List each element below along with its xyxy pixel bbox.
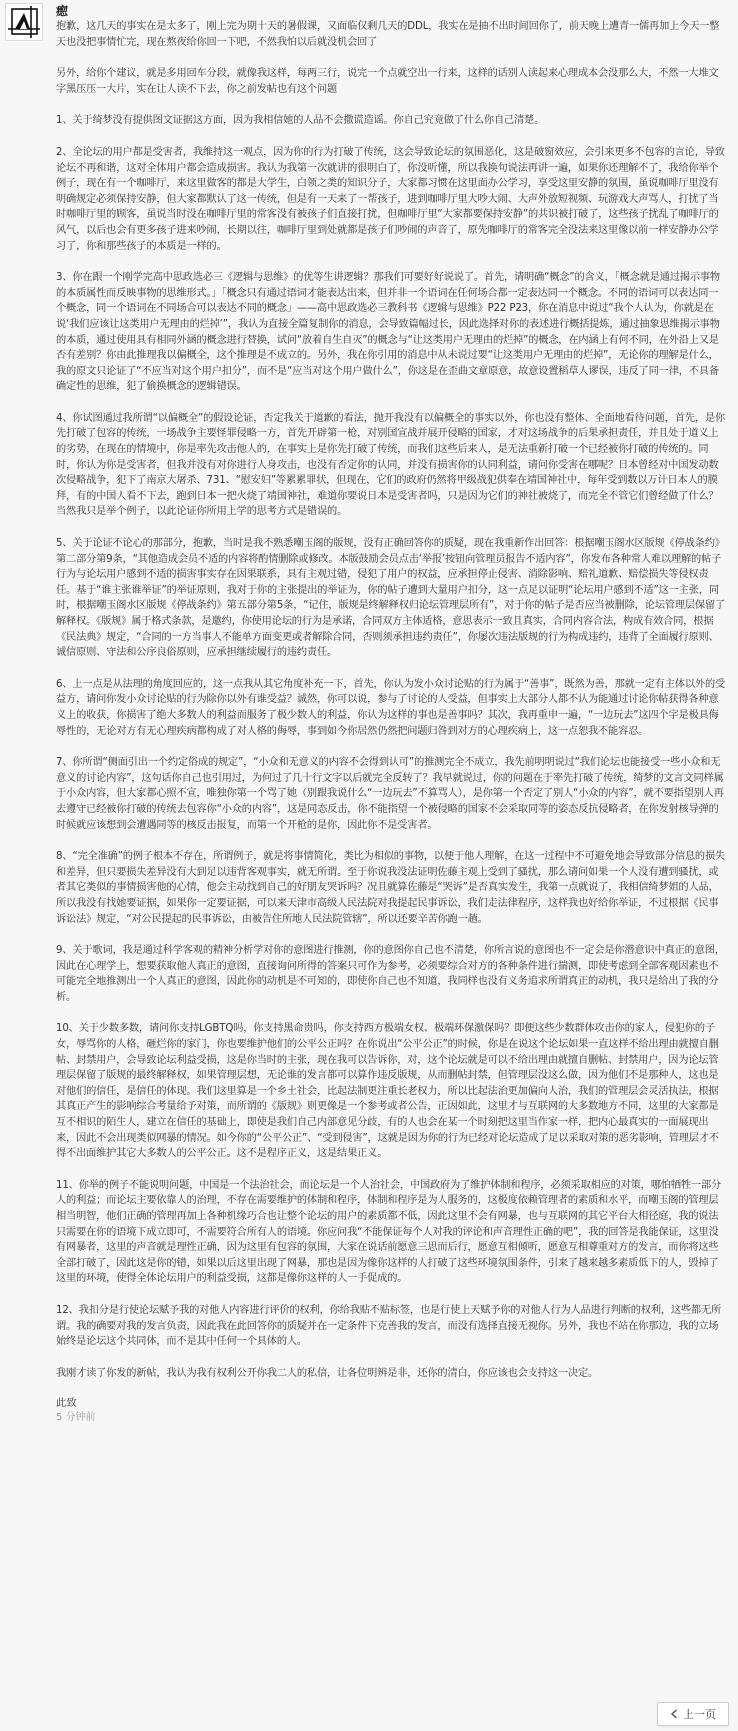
message-paragraph: 2、全论坛的用户都是受害者，我维持这一观点，因为你的行为打破了传统，这会导致论坛的氛围恶化，这是破窗效应，会引来更多不包容的言论，导致论坛不再和谐，这对全体用户都会造成损害。我认为我第一次就讲的很明白了，你没听懂，所以我换句说法再讲一遍，如果你还理解不了，我给你举个例子，现在有一个咖啡厅，来这里做客的都是大学生，白领之类的知识分子，大家都习惯在这里面办公学习，享受这里安静的氛围，虽说咖啡厅里没有明确规定必须保持安静，但大家都默认了这一传统，但是有一天来了一帮孩子，进到咖啡厅里大吵大闹、大声外放短视频、玩游戏大声骂人，打扰了当时咖啡厅里的顾客，虽说当时没在咖啡厅里的常客没有被孩子们直接打扰，但咖啡厅里“大家都要保持安静”的共识被打破了，这些孩子扰乱了咖啡厅的风气，以后也会有更多孩子进来吵闹，长期以往，咖啡厅里到处就都是孩子们吵闹的声音了，原先咖啡厅的常客完全没法来这里像以前一样安静办公学习了，你和那些孩子的本质是一样的。 bbox=[56, 146, 725, 252]
username[interactable]: 瘛 bbox=[56, 4, 69, 18]
message-paragraph: 9、关于歌词，我是通过科学客观的精神分析学对你的意图进行推测，你的意图你自己也不清楚，你所言说的意图也不一定会是你潜意识中真正的意图，因此在心理学上，想要获取他人真正的意图，直接询问所得的答案只可作为参考，必须要综合对方的各种条件进行揣测，即使考虑到全部客观因素也不可能完全地推测出一个人真正的意图，因此你的动机是不可知的，即使你自己也不知道，我同样也没有义务追求所谓真正的动机，我只是给出了我的分析。 bbox=[56, 945, 725, 1003]
message-paragraph: 7、你所谓“侧面引出一个约定俗成的规定”，“小众和无意义的内容不会得到认可”的推测完全不成立，我先前明明说过“我们论坛也能接受一些小众和无意义的讨论内容”，这句话你自己也引用过，为何过了几十行文字以后就完全反转了？我早就说过，你的问题在于率先打破了传统，绮梦的文言文同样属于小众内容，但大家都心照不宣，唯独你第一个骂了她（别跟我说什么“一边玩去”不算骂人），是你第一个否定了别人“小众的内容”，就不要指望别人再去遵守已经被你打破的传统去包容你“小众的内容”，这是同态反击，你不能指望一个被侵略的国家不会采取同等的姿态反抗侵略者，在你发射核导弹的时候就应该想到会遭遇同等的核反击报复，而第一个开枪的是你，因此你不是受害者。 bbox=[56, 757, 724, 831]
message-paragraph: 10、关于少数多数，请问你支持LGBTQ吗，你支持黑命贵吗，你支持西方极端女权、极端环保激保吗？即便这些少数群体攻击你的家人，侵犯你的子女，辱骂你的人格，砸烂你的家门，你也要维护他们的公平公正吗？在你说出“公平公正”的时候，你是在说这个论坛如果一直这样不给出理由就擅自删帖、封禁用户，会导致论坛利益受损，这是你当时的主张，现在我可以告诉你，对，这个论坛就是可以不给出理由就擅自删帖、封禁用户，因为论坛管理层保留了版规的最终解释权，如果管理层想，无论谁的发言都可以算作违反版规，从而删帖封禁，但管理层没这么做，因为他们不是那种人，这也是对他们的信任，是信任的体现。我们这里算是一个乡土社会，比起法制更注重长老权力，所以比起法治更加偏向人治，我们的管理层会灵活执法，根据其真正产生的影响综合考量给予对策，而所谓的《版规》则更像是一个参考或者公告，正因如此，这里才与互联网的大多数地方不同，这里的大家都是互不相识的陌生人，建立在信任的基础上，即使是我们自己内部意见分歧，有的人也会在某一个时刻把这里当作家一样，把内心最真实的一面展现出来，因此不会出现类似网暴的情况。如今你的“公平公正”、“受到侵害”，这就是因为你的行为已经对论坛造成了足以采取对策的恶劣影响，管理层才不得不出面维护其它大多数人的公平公正。这不是程序正义，这是结果正义。 bbox=[56, 1023, 719, 1160]
prev-page-button[interactable] bbox=[657, 1702, 729, 1726]
message-paragraph: 6、上一点是从法理的角度回应的，这一点我从其它角度补充一下，首先，你认为发小众讨论贴的行为属于“善事”，既然为善，那就一定有主体以外的受益方，请问你发小众讨论贴的行为除你以外有谁受益？诚然，你可以说，参与了讨论的人受益，但事实上大部分人都不认为能通过讨论你帖获得各种意义上的收获，你损害了绝大多数人的利益而服务了极少数人的利益，你认为这样的事也是善事吗？其次，我再重申一遍，“一边玩去”这四个字是极具侮辱性的，无论对方有无心理疾病都构成了对人格的侮辱，事到如今你居然仍然把问题归咎到对方的心理疾病上，这一点恕我不能容忍。 bbox=[56, 678, 726, 737]
message-paragraph: 抱歉，这几天的事实在是太多了，刚上完为期十天的暑假课，又面临仅剩几天的DDL，我实在是抽不出时间回你了，前天晚上遭青一儒再加上今天一整天也没把事情忙完，现在熬夜给你回一下吧，不然我怕以后就没机会回了 bbox=[56, 21, 720, 48]
message-paragraph: 我刚才读了你发的新帖，我认为我有权利公开你我二人的私信，让各位明辨是非，还你的清白，你应该也会支持这一决定。 bbox=[56, 1367, 599, 1379]
message-paragraph: 3、你在跟一个刚学完高中思政选必三《逻辑与思维》的优等生讲逻辑？那我们可要好好说说了。首先，请明确“概念”的含义，「概念就是通过揭示事物的本质属性而反映事物的思维形式。」「概念只有通过语词才能表达出来，但并非一个语词在任何场合都一定表达同一个概念。不同的语词可以表达同一个概念，同一个语词在不同场合可以表达不同的概念」——高中思政选必三教科书《逻辑与思维》P22 P23，你在消息中说过“我个人认为，你就是在说‘我们应该让这类用户无理由的烂掉’”，我认为直接全篇复制你的消息，会导致篇幅过长，因此选择对你的表述进行概括提炼，通过抽象思维揭示事物的本质，通过使用具有相同外涵的概念进行替换，试问“放着自生自灭”的概念与“让这类用户无理由的烂掉”的概念，在内涵上有何不同，在外沿上又是否有差别？你由此推理我以偏概全，这个推理是不成立的。另外，我在你引用的消息中从未说过要“让这类用户无理由的烂掉”，无论你的理解是什么，我的原文只论证了“不应当对这个用户扣分”，而不是“应当对这个用户做什么”，你这是在歪曲文章原意，故意设置稻草人谬误，违反了同一律，不具备确定性的思维，犯了偷换概念的逻辑错误。 bbox=[56, 272, 720, 393]
message-body bbox=[56, 3, 728, 1425]
prev-page-label: 上一页 bbox=[683, 1708, 716, 1721]
chevron-left-icon bbox=[670, 1709, 678, 1719]
message-paragraph: 4、你试图通过我所谓“以偏概全”的假设论证，否定我关于道歉的看法，抛开我没有以偏概全的事实以外，你也没有整体、全面地看待问题，首先，是你先打破了包容的传统，一场战争主要怪罪侵略一方，首先开辟第一枪，对别国宣战并展开侵略的国家，才对这场战争的后果承担责任，并且处于道义上的劣势，在现在的情境中，你是率先攻击他人的，在事实上是你先打破了传统，而我们这些后来人，是无法重新打破一个已经被你打破的传统的。同时，你认为你是受害者，但我并没有对你进行人身攻击，也没有否定你的认同，并没有损害你的认同利益，请问你受害在哪呢？日本曾经对中国发动数次侵略战争，犯下了南京大屠杀、731、“慰安妇”等累累罪状，但现在，它们的政府仍然将甲级战犯供奉在靖国神社中，每年受到数以万计日本人的膜拜，有的中国人看不下去，跑到日本一把火烧了靖国神社，难道你要说日本是受害者吗，只是因为它们的神社被烧了，而完全不管它们曾经做了什么？当然我只是举个例子，以此论证你所用上学的思考方式是错误的。 bbox=[56, 412, 726, 518]
message-paragraph: 12、我扣分是行使论坛赋予我的对他人内容进行评价的权利，你给我贴不贴标签，也是行使上天赋予你的对他人行为人品进行判断的权利，这些都无所谓。我的确要对我的发言负责，因此我在此回答你的质疑并在一定条件下克善我的发言，而没有选择直接无视你。另外，我也不站在你那边，我的立场始终是论坛这个共同体，而不是其中任何一个具体的人。 bbox=[56, 1304, 722, 1348]
signoff: 此致 bbox=[56, 1397, 77, 1410]
message-paragraph: 另外，给你个建议，就是多用回车分段，就像我这样，每两三行，说完一个点就空出一行来，这样的话别人读起来心理成本会没那么大，不然一大堆文字黑压压一大片，实在让人读不下去，你之前发帖也有这个问题 bbox=[56, 68, 719, 95]
avatar[interactable] bbox=[5, 3, 43, 41]
message-paragraph: 8、“完全准确”的例子根本不存在，所谓例子，就是将事情简化，类比为相似的事物，以便于他人理解，在这一过程中不可避免地会导致部分信息的损失和差异，但只要损失差异没有大到足以违背客观事实，就无所谓。至于你说我没法证明佐藤主观上受到了骚扰，那么请问如果一个人没有遭到骚扰，或者其它类似的事情损害他的心情，他会主动找到自己的好朋友哭诉吗？况且就算佐藤是“哭诉”是否真实发生，我第一点就说了，我相信绮梦姐的人品，所以我没有找她要证据，如果你一定要证据，可以来天津市高级人民法院对我提起民事诉讼，我们走法律程序，这样我也好给你举证，不过根据《民事诉讼法》规定，“对公民提起的民事诉讼，由被告住所地人民法院管辖”，所以还要辛苦你跑一趟。 bbox=[56, 851, 726, 925]
avatar-logo-icon bbox=[6, 4, 42, 40]
message-paragraph: 11、你举的例子不能说明问题，中国是一个法治社会，而论坛是一个人治社会，中国政府为了维护体制和程序，必须采取相应的对策，哪怕牺牲一部分人的利益；而论坛主要依靠人的治理，不存在需要维护的体制和程序，体制和程序是为人服务的，这极度依赖管理者的素质和水平，而嘲玉阁的管理层相当明智，他们正确的管理再加上各种机缘巧合也让整个论坛的用户的素质都不低，因此这里不会有网暴，也与互联网的其它平台大相径庭，我的说法只需要在你的语境下成立即可，不需要符合所有人的语境。你应问我“不能保证每个人对我的评论和声音理性正确的吧”，我的回答是我能保证，这里没有网暴者，这里的声音就是理性正确，因为这里有包容的氛围，大家在说话前愿意三思而后行，愿意互相倾听，愿意互相尊重对方的发言，而你将这些全部打破了，因此这是你的错，如果以后这里出现了网暴，那也是因为像你这样的人打破了这些环境氛围条件，引来了越来越多素质低下的人，毁掉了这里的环境，使得全体论坛用户的利益受损，这都是像你这样的人一手促成的。 bbox=[56, 1179, 722, 1285]
message-paragraph: 1、关于绮梦没有提供图文证据这方面，因为我相信她的人品不会撒谎造谣。你自己究竟做了什么你自己清楚。 bbox=[56, 115, 545, 127]
timestamp: 5 分钟前 bbox=[56, 1412, 96, 1424]
message-paragraph: 5、关于论证不论心的那部分，抱歉，当时是我不熟悉嘲玉阁的版规，没有正确回答你的质疑，现在我重新作出回答：根据嘲玉阁水区版规《停战条约》第二部分第9条，“其他造成会员不适的内容将酌情删除或修改。本版鼓励会员点击‘举报’按钮向管理员报告不适内容”，你发布各种常人难以理解的帖子行为与论坛用户感到不适的损害事实存在因果联系，具有主观过错，侵犯了用户的权益，应承担停止侵害、消除影响、赔礼道歉、赔偿损失等侵权责任。基于“谁主张谁举证”的举证原则，我对于你的主张提出的举证为，你的帖子遭到大量用户扣分，这一点足以证明“论坛用户感到不适”这一主张，同时，根据嘲玉阁水区版规《停战条约》第五部分第5条，“记住，版规是终解释权归论坛管理层所有”，对于你的帖子是否应当被删除，论坛管理层保留了解释权。《版规》属于格式条款，是邀约，你使用论坛的行为是承诺，合同双方主体适格，意思表示一致且真实，合同内容合法，构成有效合同，根据《民法典》规定，“合同的一方当事人不能单方面变更或者解除合同，否则须承担违约责任”，你屡次违法版规的行为构成违约，违背了全面履行原则、诚信原则、守法和公序良俗原则，应承担继续履行的违约责任。 bbox=[56, 538, 726, 659]
